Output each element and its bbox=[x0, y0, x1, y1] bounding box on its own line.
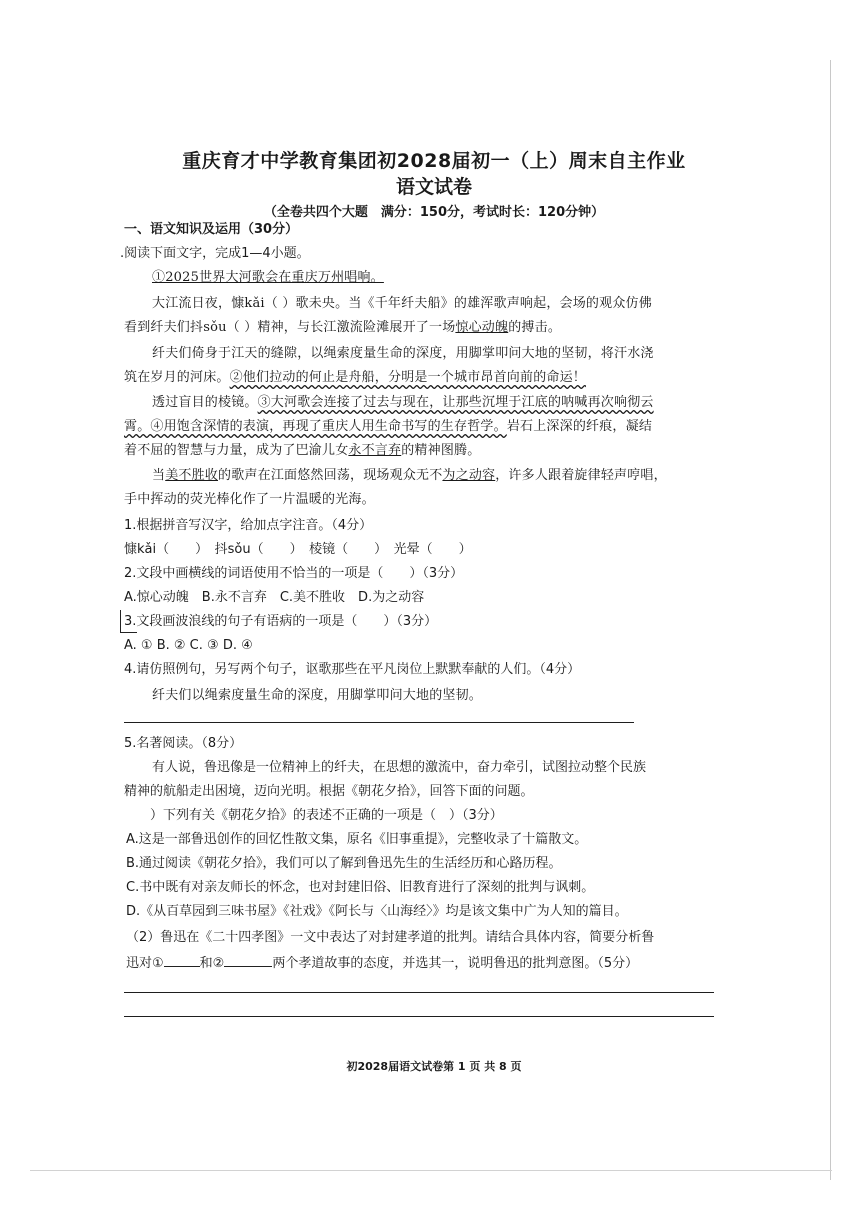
exam-info: （全卷共四个大题 满分：150分，考试时长：120分钟） bbox=[263, 205, 605, 220]
question-2: 2.文段中画横线的词语使用不恰当的一项是（ ）（3分） bbox=[124, 566, 464, 581]
question-1: 1.根据拼音写汉字，给加点字注音。（4分） bbox=[124, 518, 373, 533]
question-4-example: 纤夫们以绳索度量生命的深度，用脚掌叩问大地的坚韧。 bbox=[152, 688, 483, 703]
answer-line bbox=[124, 992, 714, 993]
fill-blank bbox=[164, 952, 200, 967]
page-footer: 初2028届语文试卷第 1 页 共 8 页 bbox=[346, 1060, 522, 1073]
option-d: D.《从百草园到三味书屋》《社戏》《阿长与〈山海经〉》均是该文集中广为人知的篇目。 bbox=[126, 904, 628, 919]
passage-line: 看到纤夫们抖sǒu（ ）精神，与长江激流险滩展开了一场惊心动魄的搏击。 bbox=[124, 320, 562, 335]
passage-line: 手中挥动的荧光棒化作了一片温暖的光海。 bbox=[124, 492, 375, 507]
exam-subject: 语文试卷 bbox=[395, 176, 472, 198]
question-4: 4.请仿照例句，另写两个句子，讴歌那些在平凡岗位上默默奉献的人们。（4分） bbox=[124, 662, 581, 677]
passage-line: 当美不胜收的歌声在江面悠然回荡，现场观众无不为之动容，许多人跟着旋律轻声哼唱， bbox=[152, 468, 667, 483]
section1-heading: 一、语文知识及运用（30分） bbox=[124, 222, 299, 237]
question-3: 3.文段画波浪线的句子有语病的一项是（ ）（3分） bbox=[124, 614, 438, 629]
passage-line: 透过盲目的棱镜。③大河歌会连接了过去与现在，让那些沉埋于江底的呐喊再次响彻云 bbox=[152, 395, 654, 410]
fill-blank bbox=[224, 952, 272, 967]
underlined-term: 惊心动魄 bbox=[455, 320, 509, 335]
underlined-term: 为之动容 bbox=[442, 468, 496, 483]
answer-line bbox=[124, 722, 634, 723]
passage-line: 大江流日夜，慷kǎi（ ）歌未央。当《千年纤夫船》的雄浑歌声响起，会场的观众仿佛 bbox=[152, 296, 652, 311]
passage-line: 着不屈的智慧与力量，成为了巴渝儿女永不言弃的精神图腾。 bbox=[124, 443, 481, 458]
passage-line: 霄。④用饱含深情的表演，再现了重庆人用生命书写的生存哲学。岩石上深深的纤痕，凝结 bbox=[124, 419, 653, 434]
underlined-term: 美不胜收 bbox=[165, 468, 219, 483]
wavy-sentence-3: ③大河歌会连接了过去与现在，让那些沉埋于江底的呐喊再次响彻云 bbox=[257, 395, 654, 410]
passage-sentence-1: ①2025世界大河歌会在重庆万州唱响。 bbox=[152, 270, 384, 285]
question-5-intro: 精神的航船走出困境，迈向光明。根据《朝花夕拾》，回答下面的问题。 bbox=[124, 784, 534, 799]
passage-line: 筑在岁月的河床。②他们拉动的何止是舟船，分明是一个城市昂首向前的命运！ bbox=[124, 370, 587, 385]
question-1-blanks: 慷kǎi（ ） 抖sǒu（ ） 棱镜（ ） 光晕（ ） bbox=[124, 542, 472, 557]
option-a: A.这是一部鲁迅创作的回忆性散文集，原名《旧事重提》，完整收录了十篇散文。 bbox=[126, 832, 588, 847]
question-5-sub2: （2）鲁迅在《二十四孝图》一文中表达了对封建孝道的批判。请结合具体内容，简要分析鲁 bbox=[126, 930, 655, 945]
scan-edge-bottom bbox=[30, 1170, 832, 1171]
question-5-intro: 有人说，鲁迅像是一位精神上的纤夫，在思想的激流中，奋力牵引，试图拉动整个民族 bbox=[152, 760, 647, 775]
option-b: B.通过阅读《朝花夕拾》，我们可以了解到鲁迅先生的生活经历和心路历程。 bbox=[126, 856, 562, 871]
section1-intro: .阅读下面文字，完成1—4小题。 bbox=[120, 246, 310, 261]
wavy-sentence-4: 霄。④用饱含深情的表演，再现了重庆人用生命书写的生存哲学。 bbox=[124, 419, 507, 434]
question-5-heading: 5.名著阅读。（8分） bbox=[124, 736, 243, 751]
wavy-sentence-2: ②他们拉动的何止是舟船，分明是一个城市昂首向前的命运！ bbox=[229, 370, 587, 385]
scan-edge-right bbox=[830, 60, 831, 1180]
answer-line bbox=[124, 1016, 714, 1017]
exam-title: 重庆育才中学教育集团初2028届初一（上）周末自主作业 bbox=[182, 150, 686, 172]
option-c: C.书中既有对亲友师长的怀念，也对封建旧俗、旧教育进行了深刻的批判与讽刺。 bbox=[126, 880, 595, 895]
passage-line bbox=[152, 268, 384, 288]
question-5-sub1: ）下列有关《朝花夕拾》的表述不正确的一项是（ ）（3分） bbox=[150, 808, 503, 823]
question-2-options: A.惊心动魄 B.永不言弃 C.美不胜收 D.为之动容 bbox=[124, 590, 425, 605]
underlined-term: 永不言弃 bbox=[348, 443, 402, 458]
question-5-sub2: 迅对① 和② 两个孝道故事的态度，并选其一，说明鲁迅的批判意图。（5分） bbox=[126, 952, 638, 974]
passage-line: 纤夫们倚身于江天的缝隙，以绳索度量生命的深度，用脚掌叩问大地的坚韧，将汗水浇 bbox=[152, 346, 654, 361]
question-3-options: A. ① B. ② C. ③ D. ④ bbox=[124, 638, 253, 653]
